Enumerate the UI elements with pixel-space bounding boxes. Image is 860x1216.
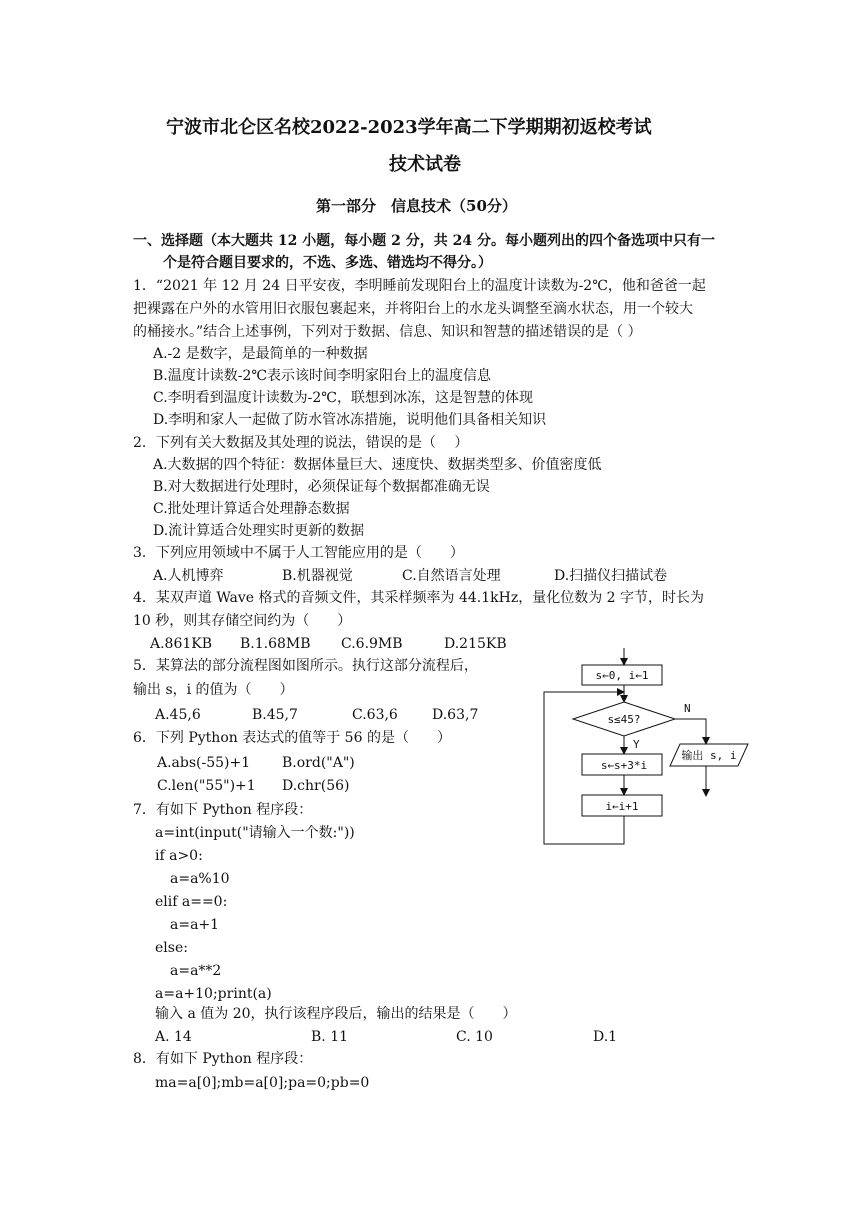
q7-option-b: B. 11 <box>311 1029 349 1045</box>
q1-option-c: C.李明看到温度计读数为-2℃，联想到冰冻，这是智慧的体现 <box>153 390 533 406</box>
q5-option-c: C.63,6 <box>352 707 398 723</box>
q1-option-b: B.温度计读数-2℃表示该时间李明家阳台上的温度信息 <box>153 368 492 384</box>
q7-question: 输入 a 值为 20，执行该程序段后，输出的结果是（ ） <box>155 1006 517 1022</box>
flow-incr-label: i←i+1 <box>605 800 639 813</box>
q6-option-d: D.chr(56) <box>282 778 350 794</box>
q4-stem-line2: 10 秒，则其存储空间约为（ ） <box>133 613 352 629</box>
q1-option-d: D.李明和家人一起做了防水管冰冻措施，说明他们具备相关知识 <box>153 412 547 428</box>
q7-option-d: D.1 <box>593 1029 618 1045</box>
q5-stem-line2: 输出 s，i 的值为（ ） <box>133 682 294 698</box>
q7-code-line: a=a+1 <box>170 917 220 933</box>
q4-option-b: B.1.68MB <box>240 636 311 652</box>
q5-option-d: D.63,7 <box>432 707 479 723</box>
section-heading-line1: 一、选择题（本大题共 12 小题，每小题 2 分，共 24 分。每小题列出的四个备选项中只有一 <box>133 233 715 249</box>
q7-code-line: elif a==0: <box>155 894 228 910</box>
q3-stem: 3．下列应用领域中不属于人工智能应用的是（ ） <box>133 545 464 561</box>
q4-option-d: D.215KB <box>444 636 507 652</box>
q7-option-c: C. 10 <box>456 1029 493 1045</box>
q5-stem-line1: 5．某算法的部分流程图如图所示。执行这部分流程后， <box>133 658 478 674</box>
exam-subtitle: 技术试卷 <box>389 154 461 175</box>
q2-option-a: A.大数据的四个特征：数据体量巨大、速度快、数据类型多、价值密度低 <box>153 457 602 473</box>
exam-title: 宁波市北仑区名校2022-2023学年高二下学期期初返校考试 <box>166 117 652 138</box>
q7-code-line: a=a+10;print(a) <box>155 986 272 1002</box>
flow-init-label: s←0, i←1 <box>595 669 649 682</box>
q1-option-a: A.-2 是数字，是最简单的一种数据 <box>153 346 368 362</box>
q2-option-d: D.流计算适合处理实时更新的数据 <box>153 523 365 539</box>
q2-stem: 2．下列有关大数据及其处理的说法，错误的是（ ） <box>133 435 469 451</box>
q4-stem-line1: 4．某双声道 Wave 格式的音频文件，其采样频率为 44.1kHz，量化位数为 2 字节，时长为 <box>133 590 705 606</box>
q6-option-b: B.ord("A") <box>282 755 355 771</box>
part-heading: 第一部分 信息技术（50分） <box>316 197 517 215</box>
flow-arrow-no-branch <box>675 719 706 744</box>
section-heading-line2: 个是符合题目要求的，不选、多选、错选均不得分。） <box>163 255 492 271</box>
q4-option-c: C.6.9MB <box>341 636 403 652</box>
q7-code-line: if a>0: <box>155 848 203 864</box>
q1-stem-line2: 把裸露在户外的水管用旧衣服包裹起来，并将阳台上的水龙头调整至滴水状态，用一个较大 <box>133 301 693 317</box>
q2-option-b: B.对大数据进行处理时，必须保证每个数据都准确无误 <box>153 479 490 495</box>
flow-body-label: s←s+3*i <box>600 759 648 772</box>
q3-option-a: A.人机博弈 <box>153 568 224 584</box>
q1-stem-line1: 1．“2021 年 12 月 24 日平安夜，李明睡前发现阳台上的温度计读数为-2℃，他和爸爸一起 <box>133 278 706 294</box>
flow-output-label: 输出 s, i <box>681 749 737 762</box>
q7-option-a: A. 14 <box>155 1029 192 1045</box>
q8-code-line: ma=a[0];mb=a[0];pa=0;pb=0 <box>155 1075 370 1091</box>
q7-stem: 7．有如下 Python 程序段： <box>133 802 313 818</box>
q5-option-a: A.45,6 <box>155 707 201 723</box>
q7-code-line: a=a%10 <box>170 871 230 887</box>
q7-code-line: a=a**2 <box>170 963 222 979</box>
q6-option-c: C.len("55")+1 <box>157 778 256 794</box>
q6-option-a: A.abs(-55)+1 <box>157 755 251 771</box>
q6-stem: 6．下列 Python 表达式的值等于 56 的是（ ） <box>133 730 451 746</box>
q2-option-c: C.批处理计算适合处理静态数据 <box>153 501 350 517</box>
q3-option-c: C.自然语言处理 <box>402 568 501 584</box>
q3-option-b: B.机器视觉 <box>282 568 353 584</box>
flowchart <box>538 640 758 855</box>
q7-code-line: a=int(input("请输入一个数:")) <box>155 825 355 841</box>
flow-cond-label: s≤45? <box>607 713 641 726</box>
q7-code-line: else: <box>155 940 188 956</box>
q3-option-d: D.扫描仪扫描试卷 <box>554 568 668 584</box>
q8-stem: 8．有如下 Python 程序段： <box>133 1051 313 1067</box>
q4-option-a: A.861KB <box>150 636 213 652</box>
flow-no-label: N <box>684 702 691 715</box>
q5-option-b: B.45,7 <box>252 707 298 723</box>
q1-stem-line3: 的桶接水。”结合上述事例，下列对于数据、信息、知识和智慧的描述错误的是（ ） <box>133 324 642 340</box>
flow-yes-label: Y <box>633 738 640 751</box>
